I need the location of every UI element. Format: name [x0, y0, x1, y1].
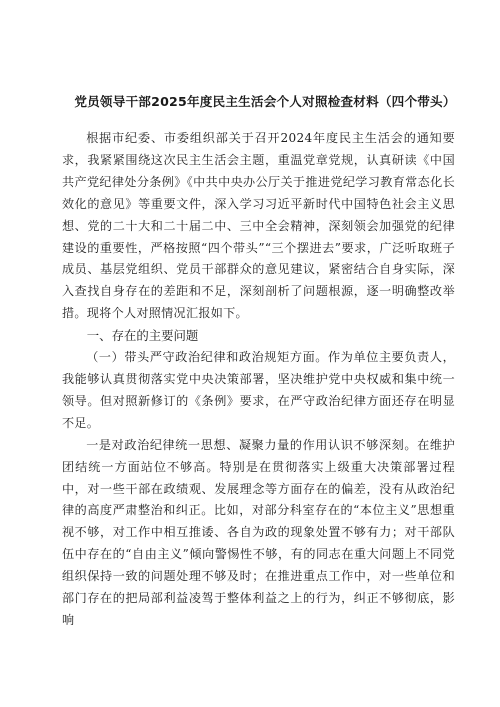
intro-paragraph: 根据市纪委、市委组织部关于召开2024年度民主生活会的通知要求，我紧紧围绕这次民主生活会主题，重温党章党规，认真研读《中国共产党纪律处分条例》《中共中央办公厅关于推进党纪学习教育常态化长效化的意见》等重要文件，深入学习习近平新时代中国特色社会主义思想、党的二十大和二十届二中、三中全会精神，深刻领会加强党的纪律建设的重要性，严格按照“四个带头”“三个摆进去”要求，广泛听取班子成员、基层党组织、党员干部群众的意见建议，紧密结合自身实际，深入查找自身存在的差距和不足，深刻剖析了问题根源，逐一明确整改举措。现将个人对照情况汇报如下。 — [62, 131, 455, 321]
document-title: 党员领导干部2025年度民主生活会个人对照检查材料（四个带头） — [74, 94, 456, 109]
subsection-paragraph: （一）带头严守政治纪律和政治规矩方面。作为单位主要负责人，我能够认真贯彻落实党中央决策部署，坚决维护党中央权威和集中统一领导。但对照新修订的《条例》要求，在严守政治纪律方面还存在明显不足。 — [62, 350, 455, 430]
point-paragraph: 一是对政治纪律统一思想、凝聚力量的作用认识不够深刻。在维护团结统一方面站位不够高。特别是在贯彻落实上级重大决策部署过程中，对一些干部在政绩观、发展理念等方面存在的偏差，没有从政治纪律的高度严肃整治和纠正。比如，对部分科室存在的“本位主义”思想重视不够，对工作中相互推诿、各自为政的现象处置不够有力；对干部队伍中存在的“自由主义”倾向警惕性不够，有的同志在重大问题上不同党组织保持一致的问题处理不够及时；在推进重点工作中，对一些单位和部门存在的把局部利益凌驾于整体利益之上的行为，纠正不够彻底，影响 — [62, 437, 455, 627]
document-body — [62, 128, 455, 632]
section-heading: 一、存在的主要问题 — [86, 328, 199, 344]
